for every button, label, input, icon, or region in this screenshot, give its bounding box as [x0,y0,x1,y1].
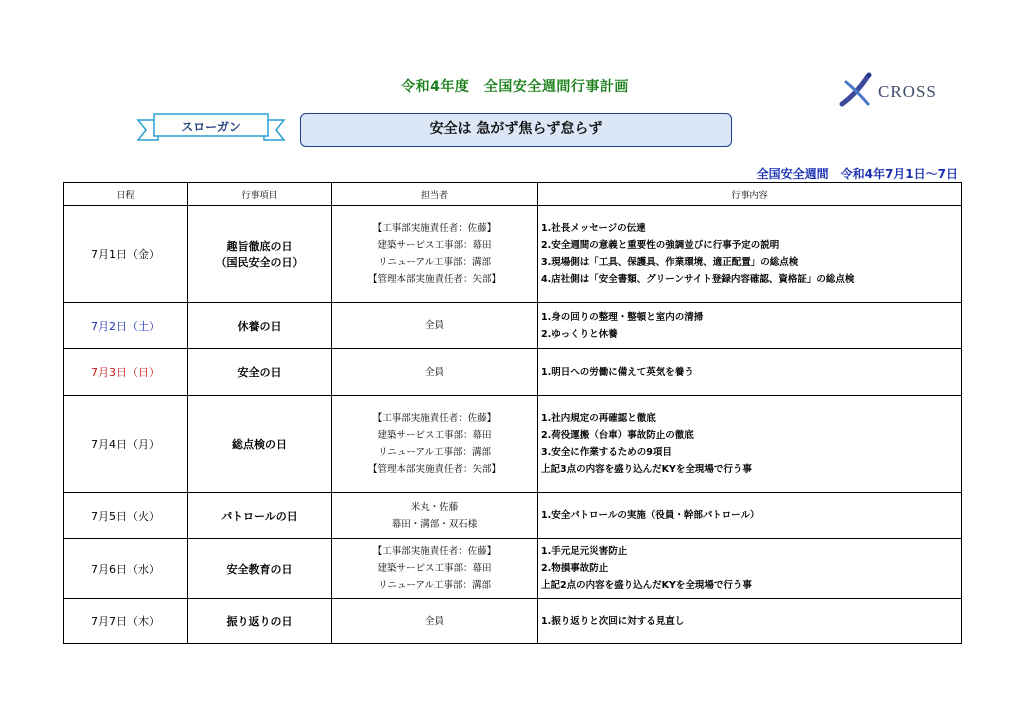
row-content [538,396,962,493]
row-event [188,349,332,396]
content-line: 上記3点の内容を盛り込んだKYを全現場で行う事 [541,464,752,475]
content-line: 3.安全に作業するための9項目 [541,447,672,458]
slogan-label: スローガン [181,120,241,134]
logo-text: CROSS [878,82,937,101]
event-line: 総点検の日 [232,438,287,451]
table-row [64,539,962,599]
header-person: 担当者 [332,183,538,206]
row-person [332,539,538,599]
content-line: 3.現場側は「工具、保護具、作業環境、適正配置」の総点検 [541,257,799,268]
person-line: 【工事部実施責任者：佐藤】 [372,546,497,557]
person-line: 【管理本部実施責任者：矢部】 [367,274,501,285]
table-row [64,599,962,644]
row-person [332,599,538,644]
event-line: 安全教育の日 [226,562,293,576]
row-event [188,539,332,599]
content-line: 上記2点の内容を盛り込んだKYを全現場で行う事 [541,580,752,591]
row-content [538,303,962,349]
event-line: パトロールの日 [221,509,298,523]
event-line: （国民安全の日） [215,256,304,269]
content-line: 4.店社側は「安全書類、グリーンサイト登録内容確認、資格証」の総点検 [541,274,855,285]
content-line: 2.ゆっくりと休養 [541,328,618,340]
row-person [332,493,538,539]
table-row [64,206,962,303]
header-content: 行事内容 [538,183,962,206]
content-line: 2.物損事故防止 [541,563,609,574]
person-line: リニューアル工事部：溝部 [378,257,491,268]
row-date: 7月3日（日） [64,349,188,396]
person-line: 建築サービス工事部：幕田 [377,563,492,574]
content-line: 1.社長メッセージの伝達 [541,223,646,234]
row-person [332,349,538,396]
row-person [332,303,538,349]
period-label: 全国安全週間 令和4年7月1日～7日 [756,167,958,181]
content-line: 2.荷役運搬（台車）事故防止の徹底 [541,430,694,441]
content-line: 1.明日への労働に備えて英気を養う [541,366,694,378]
row-content [538,493,962,539]
page-title: 令和4年度 全国安全週間行事計画 [401,79,629,95]
content-line: 1.手元足元災害防止 [541,546,628,557]
content-line: 1.安全パトロールの実施（役員・幹部パトロール） [541,510,760,521]
content-line: 2.安全週間の意義と重要性の強調並びに行事予定の説明 [541,240,780,251]
row-event [188,599,332,644]
row-date: 7月7日（木） [64,599,188,644]
table-row [64,493,962,539]
row-event [188,396,332,493]
person-line: 米丸・佐藤 [410,501,459,513]
content-line: 1.振り返りと次回に対する見直し [541,615,685,627]
person-line: 【工事部実施責任者：佐藤】 [372,223,497,234]
row-date: 7月5日（火） [64,493,188,539]
header-event: 行事項目 [188,183,332,206]
row-event [188,493,332,539]
row-content [538,206,962,303]
row-content [538,599,962,644]
content-line: 1.身の回りの整理・整頓と室内の清掃 [541,311,704,323]
row-date: 7月4日（月） [64,396,188,493]
person-line: 建築サービス工事部：幕田 [377,240,492,251]
row-person [332,396,538,493]
cross-logo-icon [838,70,878,110]
row-content [538,349,962,396]
person-line: 全員 [424,320,444,331]
person-line: 【工事部実施責任者：佐藤】 [372,413,497,424]
event-line: 休養の日 [237,319,282,333]
row-person [332,206,538,303]
content-line: 1.社内規定の再確認と徹底 [541,413,656,424]
person-line: リニューアル工事部：溝部 [378,580,491,591]
person-line: 幕田・溝部・双石様 [391,518,478,530]
slogan-ribbon [136,110,286,146]
event-line: 趣旨徹底の日 [226,240,293,253]
person-line: 建築サービス工事部：幕田 [377,430,492,441]
table-row [64,303,962,349]
person-line: 【管理本部実施責任者：矢部】 [367,464,501,475]
person-line: 全員 [424,615,444,627]
schedule-table [63,182,962,644]
row-content [538,539,962,599]
event-line: 安全の日 [237,366,282,379]
table-row [64,396,962,493]
event-line: 振り返りの日 [226,615,293,628]
slogan-box: 安全は 急がず焦らず怠らず [300,113,732,147]
person-line: リニューアル工事部：溝部 [378,447,491,458]
table-header-row [64,183,962,206]
row-event [188,206,332,303]
row-date: 7月6日（水） [64,539,188,599]
header-date: 日程 [64,183,188,206]
row-date: 7月1日（金） [64,206,188,303]
table-row [64,349,962,396]
company-logo [838,70,948,110]
person-line: 全員 [424,366,444,378]
row-date: 7月2日（土） [64,303,188,349]
row-event [188,303,332,349]
